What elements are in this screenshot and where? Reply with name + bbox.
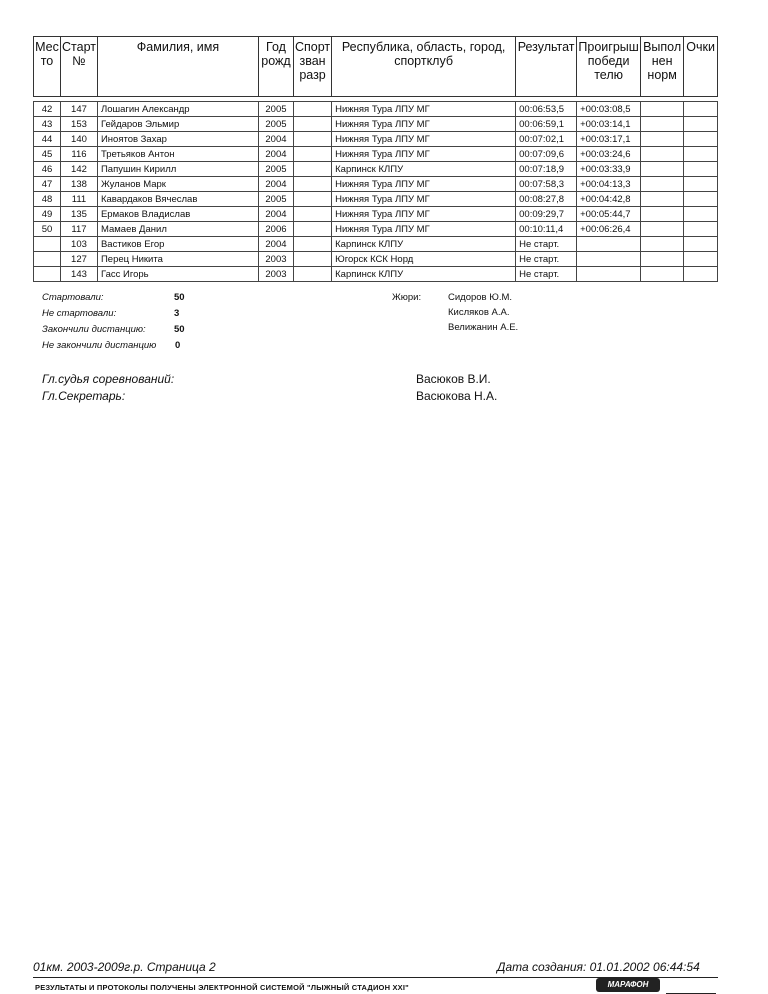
table-cell: 138 (61, 177, 98, 192)
table-row (34, 207, 718, 222)
table-cell: 45 (34, 147, 61, 162)
table-cell: Ермаков Владислав (97, 207, 258, 222)
table-cell: 153 (61, 117, 98, 132)
table-cell: 42 (34, 102, 61, 117)
table-cell: 147 (61, 102, 98, 117)
table-cell (293, 147, 331, 162)
table-cell: 50 (34, 222, 61, 237)
logo-underline (666, 983, 716, 994)
officials-block (42, 372, 562, 406)
table-cell: Третьяков Антон (97, 147, 258, 162)
column-header: Очки (684, 37, 718, 97)
stat-row (42, 340, 181, 356)
results-table (33, 36, 718, 282)
stat-row (42, 308, 180, 324)
footer-created-date: Дата создания: 01.01.2002 06:44:54 (497, 960, 700, 974)
table-cell (641, 192, 684, 207)
table-cell: Папушин Кирилл (97, 162, 258, 177)
table-row (34, 132, 718, 147)
table-cell: +00:03:14,1 (577, 117, 641, 132)
table-cell (293, 222, 331, 237)
table-cell (293, 207, 331, 222)
stat-value: 50 (174, 292, 185, 303)
table-cell: 2004 (258, 132, 293, 147)
table-cell: 135 (61, 207, 98, 222)
table-cell (293, 117, 331, 132)
jury-member: Велижанин А.Е. (448, 322, 519, 333)
table-cell (293, 267, 331, 282)
table-cell (577, 237, 641, 252)
table-cell: 2003 (258, 267, 293, 282)
stat-row (42, 324, 185, 340)
table-cell (684, 192, 718, 207)
table-cell (293, 177, 331, 192)
table-cell: 47 (34, 177, 61, 192)
table-cell (684, 162, 718, 177)
table-cell: 143 (61, 267, 98, 282)
table-cell (641, 162, 684, 177)
table-cell: Карпинск КЛПУ (332, 237, 516, 252)
stat-value: 3 (174, 308, 180, 319)
table-cell: Лошагин Александр (97, 102, 258, 117)
table-cell: 116 (61, 147, 98, 162)
table-cell (684, 267, 718, 282)
table-cell: 00:09:29,7 (516, 207, 577, 222)
jury-label: Жюри: (392, 292, 422, 303)
table-cell (641, 222, 684, 237)
table-cell (684, 222, 718, 237)
table-cell: 127 (61, 252, 98, 267)
table-cell: 2006 (258, 222, 293, 237)
table-cell (684, 117, 718, 132)
table-cell (684, 252, 718, 267)
table-cell (577, 252, 641, 267)
table-cell (684, 147, 718, 162)
table-cell: Гейдаров Эльмир (97, 117, 258, 132)
table-cell: Нижняя Тура ЛПУ МГ (332, 207, 516, 222)
table-cell: 00:07:18,9 (516, 162, 577, 177)
column-header: Выпол нен норм (641, 37, 684, 97)
table-cell: +00:03:33,9 (577, 162, 641, 177)
table-cell: Мамаев Данил (97, 222, 258, 237)
table-row (34, 147, 718, 162)
column-header: Спорт зван разр (293, 37, 331, 97)
footer-system-note: РЕЗУЛЬТАТЫ И ПРОТОКОЛЫ ПОЛУЧЕНЫ ЭЛЕКТРОННОЙ СИСТЕМОЙ "ЛЫЖНЫЙ СТАДИОН XXI" (35, 983, 409, 992)
table-cell: 2004 (258, 147, 293, 162)
table-cell: 2004 (258, 207, 293, 222)
jury-member: Кисляков А.А. (448, 307, 510, 318)
table-cell (684, 102, 718, 117)
table-cell: 00:10:11,4 (516, 222, 577, 237)
column-header: Проигрыш победи телю (577, 37, 641, 97)
table-cell (641, 237, 684, 252)
table-cell: +00:03:08,5 (577, 102, 641, 117)
table-cell: 46 (34, 162, 61, 177)
table-cell: Жуланов Марк (97, 177, 258, 192)
footer-page-info: 01км. 2003-2009г.р. Страница 2 (33, 960, 216, 974)
table-cell: 00:08:27,8 (516, 192, 577, 207)
table-row (34, 192, 718, 207)
jury-member: Сидоров Ю.М. (448, 292, 513, 303)
table-cell (641, 132, 684, 147)
table-cell: 140 (61, 132, 98, 147)
table-cell: Перец Никита (97, 252, 258, 267)
table-cell: +00:04:13,3 (577, 177, 641, 192)
official-row (42, 372, 562, 389)
table-cell (684, 132, 718, 147)
marathon-logo: МАРАФОН (596, 978, 660, 992)
table-cell (684, 207, 718, 222)
table-cell: 2004 (258, 237, 293, 252)
official-name: Васюков В.И. (416, 372, 491, 386)
column-header: Республика, область, город, спортклуб (332, 37, 516, 97)
stat-value: 0 (175, 340, 181, 351)
table-cell: 142 (61, 162, 98, 177)
header-row (34, 37, 718, 97)
table-cell (34, 252, 61, 267)
column-header: Результат (516, 37, 577, 97)
table-row (34, 222, 718, 237)
table-cell: Не старт. (516, 252, 577, 267)
table-cell: Нижняя Тура ЛПУ МГ (332, 192, 516, 207)
table-cell: 2005 (258, 192, 293, 207)
table-cell (641, 267, 684, 282)
table-cell: Гасс Игорь (97, 267, 258, 282)
table-cell: 111 (61, 192, 98, 207)
table-row (34, 267, 718, 282)
official-name: Васюкова Н.А. (416, 389, 498, 403)
table-cell: Не старт. (516, 237, 577, 252)
stat-label: Не закончили дистанцию (42, 340, 157, 351)
column-header: Старт № (61, 37, 98, 97)
table-row (34, 252, 718, 267)
table-row (34, 117, 718, 132)
table-cell: +00:03:24,6 (577, 147, 641, 162)
table-cell (293, 162, 331, 177)
table-cell: Нижняя Тура ЛПУ МГ (332, 147, 516, 162)
jury-names (448, 292, 568, 337)
table-cell: Югорск КСК Норд (332, 252, 516, 267)
table-cell: Нижняя Тура ЛПУ МГ (332, 132, 516, 147)
table-cell: Вастиков Егор (97, 237, 258, 252)
table-cell: 00:06:53,5 (516, 102, 577, 117)
stat-label: Закончили дистанцию: (42, 324, 146, 335)
official-role: Гл.Секретарь: (42, 389, 126, 403)
table-cell: +00:04:42,8 (577, 192, 641, 207)
table-cell: +00:05:44,7 (577, 207, 641, 222)
table-cell: 44 (34, 132, 61, 147)
table-cell: Кавардаков Вячеслав (97, 192, 258, 207)
column-header: Фамилия, имя (97, 37, 258, 97)
table-cell (293, 102, 331, 117)
start-statistics (42, 292, 185, 356)
table-cell (641, 147, 684, 162)
table-cell: 00:07:02,1 (516, 132, 577, 147)
table-cell (641, 117, 684, 132)
table-cell (34, 237, 61, 252)
table-cell: 2005 (258, 117, 293, 132)
column-header: Мес то (34, 37, 61, 97)
table-cell: 00:07:58,3 (516, 177, 577, 192)
table-cell (293, 132, 331, 147)
table-row (34, 102, 718, 117)
table-cell: 2003 (258, 252, 293, 267)
table-cell (684, 237, 718, 252)
stat-label: Стартовали: (42, 292, 104, 303)
table-cell: 117 (61, 222, 98, 237)
table-cell (34, 267, 61, 282)
table-cell: 2005 (258, 162, 293, 177)
table-cell (641, 207, 684, 222)
table-cell: Карпинск КЛПУ (332, 267, 516, 282)
table-cell (684, 177, 718, 192)
table-body (34, 97, 718, 282)
table-cell: Не старт. (516, 267, 577, 282)
table-cell (641, 252, 684, 267)
table-cell: 2004 (258, 177, 293, 192)
table-cell: 49 (34, 207, 61, 222)
table-cell: 2005 (258, 102, 293, 117)
table-cell: Иноятов Захар (97, 132, 258, 147)
table-cell: +00:03:17,1 (577, 132, 641, 147)
table-cell: Нижняя Тура ЛПУ МГ (332, 177, 516, 192)
table-cell (293, 252, 331, 267)
table-cell: +00:06:26,4 (577, 222, 641, 237)
table-cell (293, 237, 331, 252)
table-cell: Нижняя Тура ЛПУ МГ (332, 117, 516, 132)
table-cell: 103 (61, 237, 98, 252)
stat-value: 50 (174, 324, 185, 335)
column-header: Год рожд (258, 37, 293, 97)
table-row (34, 162, 718, 177)
stat-row (42, 292, 185, 308)
table-row (34, 177, 718, 192)
table-cell (641, 102, 684, 117)
table-cell (641, 177, 684, 192)
table-cell: Нижняя Тура ЛПУ МГ (332, 102, 516, 117)
table-cell: 00:06:59,1 (516, 117, 577, 132)
official-row (42, 389, 562, 406)
official-role: Гл.судья соревнований: (42, 372, 175, 386)
table-cell (293, 192, 331, 207)
table-cell: 00:07:09,6 (516, 147, 577, 162)
stat-label: Не стартовали: (42, 308, 117, 319)
table-cell: 48 (34, 192, 61, 207)
table-cell (577, 267, 641, 282)
table-cell: Нижняя Тура ЛПУ МГ (332, 222, 516, 237)
table-row (34, 237, 718, 252)
table-cell: Карпинск КЛПУ (332, 162, 516, 177)
table-cell: 43 (34, 117, 61, 132)
